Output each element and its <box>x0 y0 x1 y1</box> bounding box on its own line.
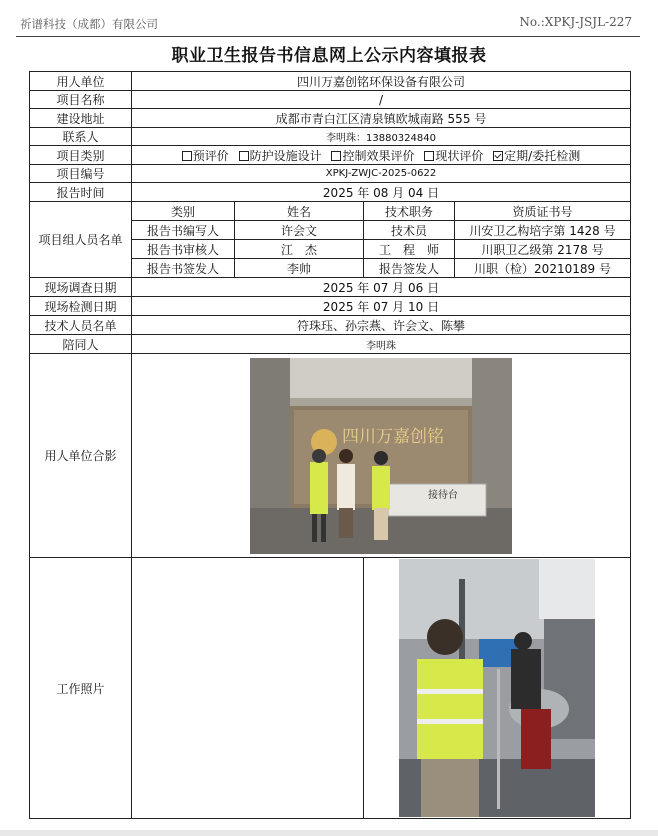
checkbox-icon <box>239 151 249 161</box>
project-type-options <box>132 146 631 165</box>
row-report-date <box>30 183 631 202</box>
survey-date-value: 2025 年 07 月 06 日 <box>132 278 631 297</box>
row-project-type <box>30 146 631 165</box>
team-category: 报告书审核人 <box>132 240 235 259</box>
row-work-photos <box>30 558 631 819</box>
team-col-name: 姓名 <box>235 202 364 221</box>
row-companion <box>30 335 631 354</box>
row-address <box>30 109 631 128</box>
team-name: 许会文 <box>235 221 364 240</box>
tech-staff-value: 符珠珏、孙宗燕、许会文、陈攀 <box>132 316 631 335</box>
team-cert: 川职卫乙级第 2178 号 <box>455 240 631 259</box>
team-title: 报告签发人 <box>364 259 455 278</box>
project-no-value: XPKJ-ZWJC-2025-0622 <box>132 165 631 183</box>
row-contact <box>30 128 631 146</box>
checked-checkbox-icon <box>493 151 503 161</box>
work-photo-cell <box>364 558 631 819</box>
contact-label: 联系人 <box>30 128 132 146</box>
row-project-name <box>30 91 631 109</box>
report-date-value: 2025 年 08 月 04 日 <box>132 183 631 202</box>
option-status-evaluation: 现状评价 <box>424 149 483 163</box>
work-photo-empty-cell <box>132 558 364 819</box>
company-header: 祈谱科技（成都）有限公司 <box>20 17 158 31</box>
report-date-label: 报告时间 <box>30 183 132 202</box>
option-periodic-testing: 定期/委托检测 <box>493 149 580 163</box>
team-col-cert: 资质证书号 <box>455 202 631 221</box>
checkbox-icon <box>331 151 341 161</box>
project-name-value: / <box>132 91 631 109</box>
team-label: 项目组人员名单 <box>30 202 132 278</box>
desk-text: 接待台 <box>428 489 458 501</box>
row-tech-staff <box>30 316 631 335</box>
document-number: No.:XPKJ-JSJL-227 <box>519 15 632 29</box>
employer-label: 用人单位 <box>30 72 132 91</box>
option-pre-evaluation: 预评价 <box>182 149 229 163</box>
group-photo-label: 用人单位合影 <box>30 354 132 558</box>
project-type-label: 项目类别 <box>30 146 132 165</box>
row-employer <box>30 72 631 91</box>
group-photo-image <box>250 358 512 554</box>
option-protection-design: 防护设施设计 <box>239 149 322 163</box>
team-category: 报告书签发人 <box>132 259 235 278</box>
companion-value: 李明珠 <box>132 335 631 354</box>
page-title: 职业卫生报告书信息网上公示内容填报表 <box>171 46 487 66</box>
team-col-title: 技术职务 <box>364 202 455 221</box>
row-group-photo <box>30 354 631 558</box>
team-col-category: 类别 <box>132 202 235 221</box>
contact-value: 李明珠：13880324840 <box>132 128 631 146</box>
project-name-label: 项目名称 <box>30 91 132 109</box>
team-name: 李帅 <box>235 259 364 278</box>
companion-label: 陪同人 <box>30 335 132 354</box>
group-photo-cell <box>132 354 631 558</box>
team-title: 工 程 师 <box>364 240 455 259</box>
info-table <box>29 71 631 819</box>
work-photo-image <box>399 559 595 817</box>
tech-staff-label: 技术人员名单 <box>30 316 132 335</box>
page-bottom-edge <box>0 830 658 836</box>
group-photo <box>250 358 512 554</box>
option-control-effect: 控制效果评价 <box>331 149 414 163</box>
project-no-label: 项目编号 <box>30 165 132 183</box>
team-cert: 川职（检）20210189 号 <box>455 259 631 278</box>
header-divider <box>16 36 640 37</box>
test-date-value: 2025 年 07 月 10 日 <box>132 297 631 316</box>
survey-date-label: 现场调查日期 <box>30 278 132 297</box>
work-photo <box>399 559 595 817</box>
work-photos-label: 工作照片 <box>30 558 132 819</box>
test-date-label: 现场检测日期 <box>30 297 132 316</box>
checkbox-icon <box>182 151 192 161</box>
team-name: 江 杰 <box>235 240 364 259</box>
sign-text: 四川万嘉创铭 <box>342 426 444 447</box>
address-label: 建设地址 <box>30 109 132 128</box>
team-category: 报告书编写人 <box>132 221 235 240</box>
checkbox-icon <box>424 151 434 161</box>
address-value: 成都市青白江区清泉镇欧城南路 555 号 <box>132 109 631 128</box>
employer-value: 四川万嘉创铭环保设备有限公司 <box>132 72 631 91</box>
team-title: 技术员 <box>364 221 455 240</box>
row-project-no <box>30 165 631 183</box>
row-test-date <box>30 297 631 316</box>
row-survey-date <box>30 278 631 297</box>
team-cert: 川安卫乙构培字第 1428 号 <box>455 221 631 240</box>
team-header-row <box>30 202 631 221</box>
